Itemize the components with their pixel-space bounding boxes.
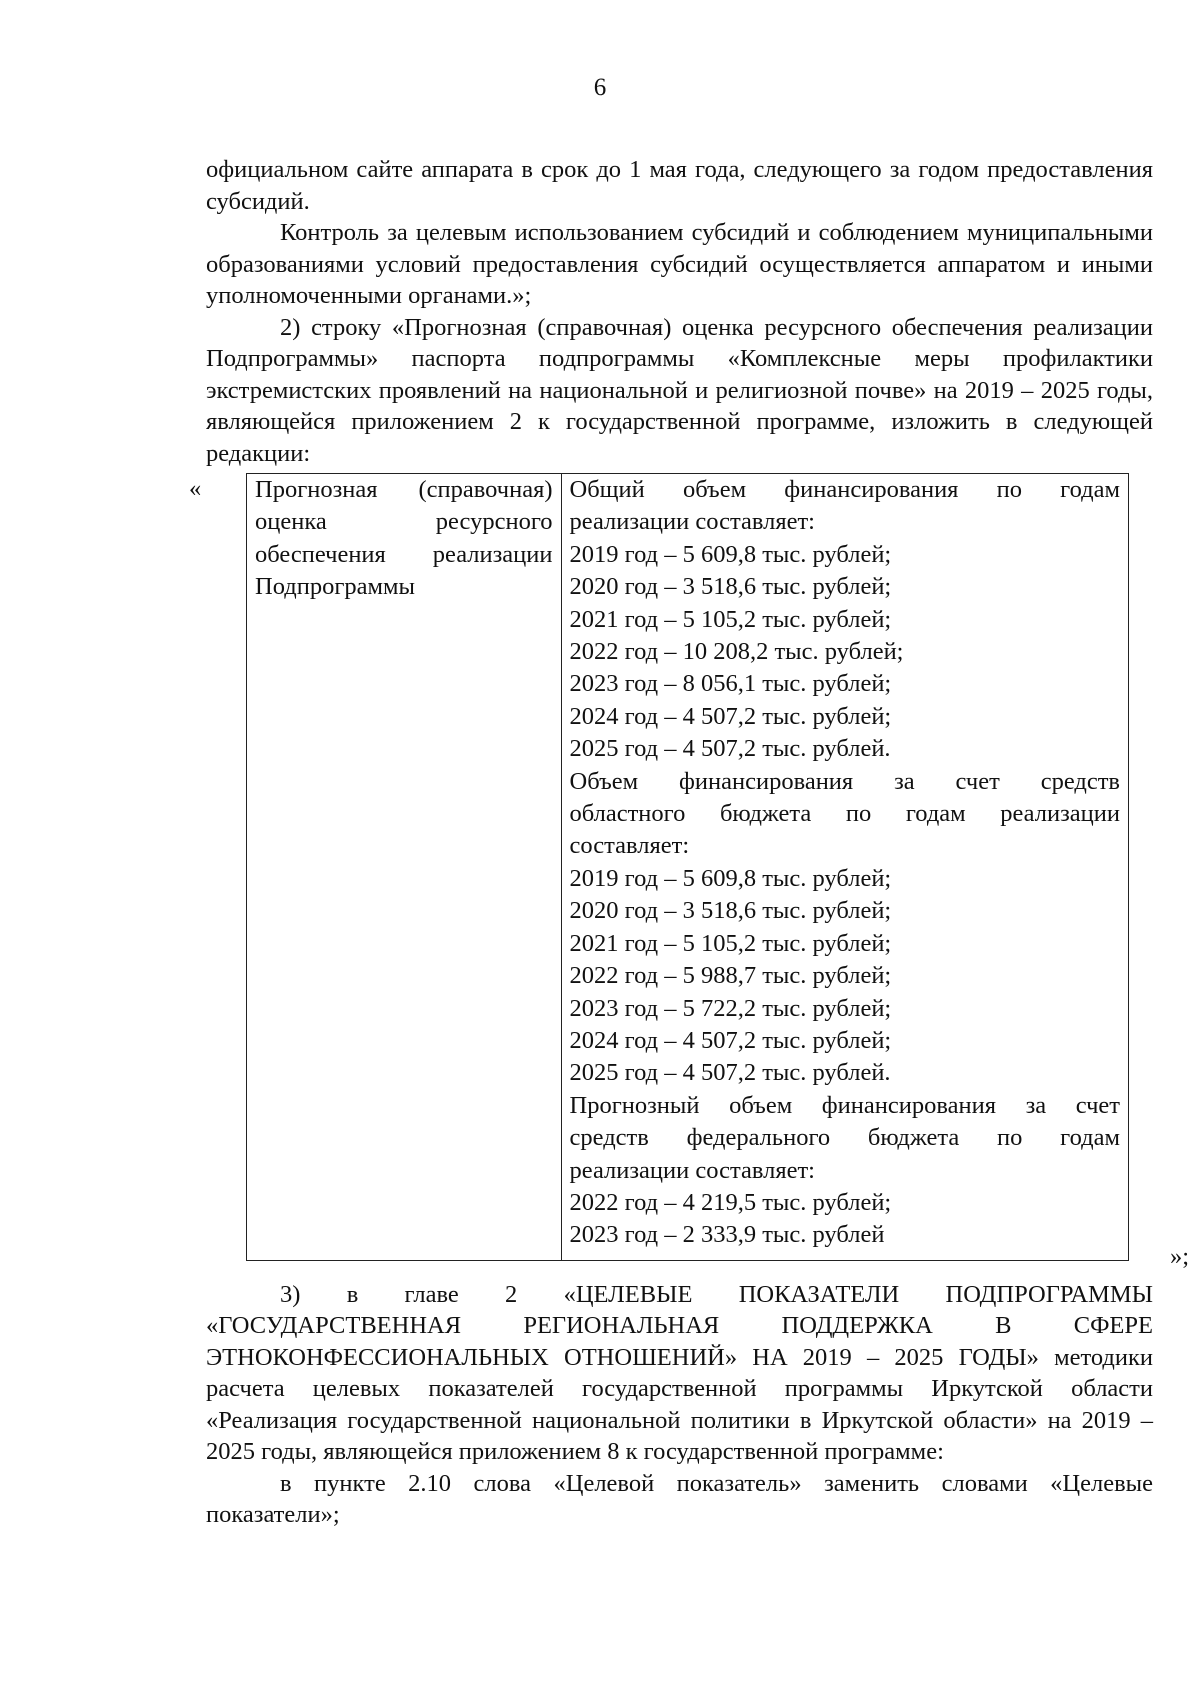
paragraph-1: официальном сайте аппарата в срок до 1 мая года, следующего за годом предоставления субсидий.	[206, 156, 1153, 215]
page-number: 6	[593, 74, 607, 101]
paragraph-4: 3) в главе 2 «ЦЕЛЕВЫЕ ПОКАЗАТЕЛИ ПОДПРОГРАММЫ «ГОСУДАРСТВЕННАЯ РЕГИОНАЛЬНАЯ ПОДДЕРЖКА В СФЕРЕ ЭТНОКОНФЕССИОНАЛЬНЫХ ОТНОШЕНИЙ» НА 2019 – 2025 ГОДЫ» методики расчета целевых показателей государственной программы Иркутской области «Реализация государственной национальной политики в Иркутской области» на 2019 – 2025 годы, являющейся приложением 8 к государственной программе:	[206, 1280, 1153, 1466]
regional-intro-line-2: областного бюджета по годам реализации	[569, 800, 1120, 828]
total-year-line: 2024 год – 4 507,2 тыс. рублей;	[569, 702, 892, 730]
regional-year-line: 2024 год – 4 507,2 тыс. рублей;	[569, 1026, 892, 1054]
regional-intro-line-3: составляет:	[569, 832, 690, 860]
federal-year-line: 2023 год – 2 333,9 тыс. рублей	[569, 1221, 885, 1249]
total-intro-line-2: реализации составляет:	[569, 508, 815, 536]
table-cell-label: Прогнозная (справочная) оценка ресурсного обеспечения реализации Подпрограммы	[247, 474, 562, 1261]
table-row	[247, 474, 1129, 1261]
total-year-line: 2019 год – 5 609,8 тыс. рублей;	[569, 540, 892, 568]
paragraph-5: в пункте 2.10 слова «Целевой показатель» заменить словами «Целевые показатели»;	[206, 1469, 1153, 1529]
federal-intro-line-1: Прогнозный объем финансирования за счет	[569, 1091, 1120, 1119]
closing-quote: »;	[1169, 1243, 1189, 1271]
resource-table	[246, 473, 1129, 1261]
paragraph-3: 2) строку «Прогнозная (справочная) оценка ресурсного обеспечения реализации Подпрограммы» паспорта подпрограммы «Комплексные меры профилактики экстремистских проявлений на национальной и религиозной почве» на 2019 – 2025 годы, являющейся приложением 2 к государственной программе, изложить в следующей редакции:	[206, 313, 1153, 467]
regional-year-line: 2025 год – 4 507,2 тыс. рублей.	[569, 1059, 891, 1087]
total-intro-line-1: Общий объем финансирования по годам	[569, 476, 1120, 503]
total-year-line: 2021 год – 5 105,2 тыс. рублей;	[569, 605, 892, 633]
regional-year-line: 2021 год – 5 105,2 тыс. рублей;	[569, 929, 892, 957]
regional-intro-line-1: Объем финансирования за счет средств	[569, 767, 1120, 795]
regional-year-line: 2019 год – 5 609,8 тыс. рублей;	[569, 864, 892, 892]
opening-quote: «	[189, 475, 202, 502]
resource-table-block	[189, 473, 1189, 1271]
federal-intro-line-3: реализации составляет:	[569, 1156, 815, 1184]
regional-year-line: 2022 год – 5 988,7 тыс. рублей;	[569, 962, 892, 990]
federal-year-line: 2022 год – 4 219,5 тыс. рублей;	[569, 1188, 892, 1216]
total-year-line: 2025 год – 4 507,2 тыс. рублей.	[569, 735, 891, 763]
federal-intro-line-2: средств федерального бюджета по годам	[569, 1124, 1120, 1152]
regional-year-line: 2023 год – 5 722,2 тыс. рублей;	[569, 994, 892, 1022]
total-year-line: 2020 год – 3 518,6 тыс. рублей;	[569, 573, 892, 601]
table-cell-financing	[561, 474, 1128, 1261]
paragraph-2: Контроль за целевым использованием субсидий и соблюдением муниципальными образованиями условий предоставления субсидий осуществляется аппаратом и иными уполномоченными органами.»;	[206, 219, 1153, 309]
document-body	[189, 154, 1189, 1531]
total-year-line: 2022 год – 10 208,2 тыс. рублей;	[569, 638, 904, 666]
total-year-line: 2023 год – 8 056,1 тыс. рублей;	[569, 670, 892, 698]
regional-year-line: 2020 год – 3 518,6 тыс. рублей;	[569, 897, 892, 925]
